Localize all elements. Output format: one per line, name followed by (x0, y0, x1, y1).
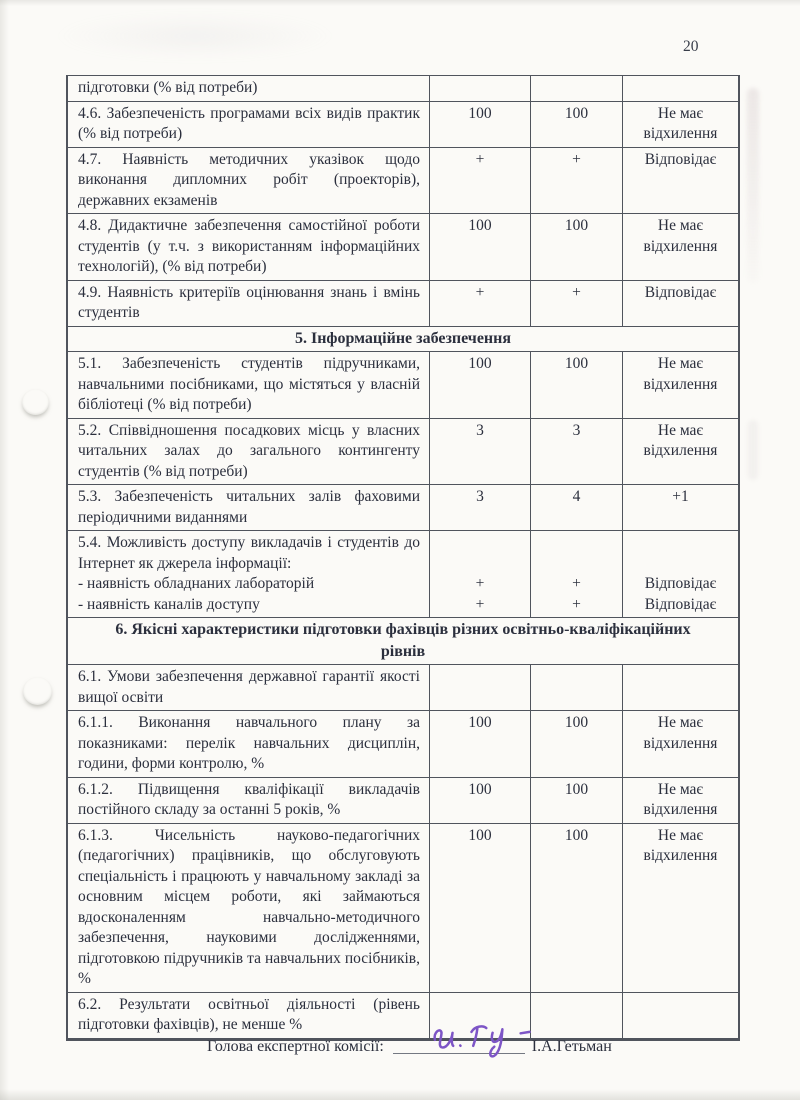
deviation-cell: Не має відхилення (622, 778, 738, 823)
actual-value-cell: + (530, 148, 622, 214)
indicator-cell (68, 993, 429, 1038)
indicator-text: 4.8. Дидактичне забезпечення самостійної роботи студентів (у т.ч. з використанням інформаційних технологій), (% від потреби) (78, 217, 420, 275)
indicator-subitem: - наявність обладнаних лабораторій (78, 575, 315, 592)
indicator-cell (68, 148, 429, 214)
indicator-text: 4.7. Наявність методичних указівок щодо виконання дипломних робіт (проекторів), державних екзаменів (78, 150, 420, 209)
required-value-cell: 100 (429, 824, 530, 992)
indicator-cell (68, 352, 429, 418)
table-row (68, 664, 738, 710)
indicator-cell (68, 665, 429, 710)
indicator-text: 4.6. Забезпеченість програмами всіх видів практик (% від потреби) (78, 104, 420, 142)
required-value-cell (429, 531, 530, 617)
section-header-row: 6. Якісні характеристики підготовки фахівців різних освітньо-кваліфікаційних рівнів (68, 617, 738, 664)
section-header-row: 5. Інформаційне забезпечення (68, 326, 738, 352)
signatory-name: І.А.Гетьман (531, 1038, 612, 1055)
indicator-cell (68, 824, 429, 992)
table-row (68, 992, 738, 1038)
actual-value-cell (530, 76, 622, 101)
required-value-cell: 3 (429, 485, 530, 530)
actual-value-cell: 100 (530, 824, 622, 992)
required-value-cell: 3 (429, 419, 530, 485)
deviation-cell: Не має відхилення (622, 102, 738, 147)
indicator-cell (68, 485, 429, 530)
table-row (68, 418, 738, 485)
subitem-value: + (572, 575, 581, 592)
deviation-cell (622, 665, 738, 710)
table-row (68, 280, 738, 326)
indicator-cell (68, 531, 429, 617)
deviation-cell (622, 993, 738, 1038)
table-row (68, 76, 738, 101)
subitem-value: Відповідає (644, 575, 717, 592)
subitem-value: + (475, 595, 485, 613)
required-value-cell: 100 (429, 778, 530, 823)
deviation-cell: Не має відхилення (622, 352, 738, 418)
indicator-text: 6.1.1. Виконання навчального плану за показниками: перелік навчальних дисциплін, години, форми контролю, % (78, 714, 420, 772)
actual-value-cell: 4 (530, 485, 622, 530)
indicator-cell (68, 214, 429, 280)
deviation-cell (622, 531, 738, 617)
scan-smudge (55, 12, 335, 60)
required-value-cell: 100 (429, 711, 530, 777)
indicator-cell (68, 711, 429, 777)
required-value-cell (429, 665, 530, 710)
deviation-cell: Не має відхилення (622, 824, 738, 992)
table-row (68, 351, 738, 418)
actual-value-cell: 100 (530, 352, 622, 418)
deviation-cell: Не має відхилення (622, 711, 738, 777)
required-value-cell: + (429, 148, 530, 214)
actual-value-cell (530, 665, 622, 710)
indicator-text: 6.1.2. Підвищення кваліфікації викладачів постійного складу за останні 5 років, % (78, 780, 420, 818)
subitem-value: + (572, 595, 581, 613)
table-row (68, 823, 738, 992)
deviation-cell (622, 76, 738, 101)
indicator-cell (68, 102, 429, 147)
actual-value-cell: 100 (530, 778, 622, 823)
required-value-cell: 100 (429, 102, 530, 147)
table-row (68, 710, 738, 777)
indicator-text: підготовки (% від потреби) (78, 79, 258, 96)
table-row (68, 213, 738, 280)
indicator-text: 5.3. Забезпеченість читальних залів фаховими періодичними виданнями (78, 488, 420, 526)
indicator-text: 5.2. Співвідношення посадкових місць у власних читальних залах до загального контингенту студентів (% від потреби) (78, 421, 420, 480)
subitem-value: Відповідає (644, 595, 717, 613)
deviation-cell: Відповідає (622, 281, 738, 326)
signature-label: Голова експертної комісії: (207, 1038, 384, 1055)
actual-value-cell (530, 531, 622, 617)
scan-streak (747, 88, 759, 283)
required-value-cell: + (429, 281, 530, 326)
required-value-cell: 100 (429, 214, 530, 280)
deviation-cell: Не має відхилення (622, 214, 738, 280)
indicator-text: 6.1.3. Чисельність науково-педагогічних (педагогічних) працівників, що обслуговують спеціальність і працюють у навчальному закладі за основним місцем роботи, які займаються вдосконаленням навчально-методичного забезпечення, науковими дослідженнями, підготовкою підручників та навчальних посібників, % (78, 826, 420, 987)
indicator-text: 6.1. Умови забезпечення державної гарантії якості вищої освіти (78, 668, 420, 706)
scan-edge-shadow-bottom (0, 1089, 800, 1100)
handwritten-signature (425, 1010, 553, 1072)
scan-edge-shadow-left (0, 0, 9, 1100)
deviation-cell: Не має відхилення (622, 419, 738, 485)
page-number: 20 (683, 38, 699, 55)
indicator-cell (68, 419, 429, 485)
table-row (68, 484, 738, 530)
table-row (68, 530, 738, 617)
evaluation-table (66, 75, 740, 1041)
actual-value-cell: 100 (530, 102, 622, 147)
indicator-text: 4.9. Наявність критеріїв оцінювання знань і вмінь студентів (78, 283, 420, 321)
table-row (68, 777, 738, 823)
indicator-cell (68, 76, 429, 101)
actual-value-cell: 100 (530, 214, 622, 280)
scan-edge-shadow-top (0, 0, 800, 6)
indicator-cell (68, 281, 429, 326)
table-row (68, 147, 738, 214)
scan-streak (748, 420, 758, 480)
punch-hole (23, 677, 52, 705)
indicator-subitem: - наявність каналів доступу (78, 595, 260, 613)
punch-hole (22, 389, 49, 415)
actual-value-cell: + (530, 281, 622, 326)
indicator-text: 5.4. Можливість доступу викладачів і студентів до Інтернет як джерела інформації: (78, 534, 420, 572)
indicator-text: 5.1. Забезпеченість студентів підручниками, навчальними посібниками, що містяться у власній бібліотеці (% від потреби) (78, 355, 420, 413)
subitem-value: + (475, 575, 485, 592)
actual-value-cell: 100 (530, 711, 622, 777)
indicator-text: 6.2. Результати освітньої діяльності (рівень підготовки фахівців), не менше % (78, 995, 420, 1033)
actual-value-cell: 3 (530, 419, 622, 485)
required-value-cell (429, 76, 530, 101)
indicator-cell (68, 778, 429, 823)
required-value-cell: 100 (429, 352, 530, 418)
table-row (68, 101, 738, 147)
deviation-cell: +1 (622, 485, 738, 530)
deviation-cell: Відповідає (622, 148, 738, 214)
